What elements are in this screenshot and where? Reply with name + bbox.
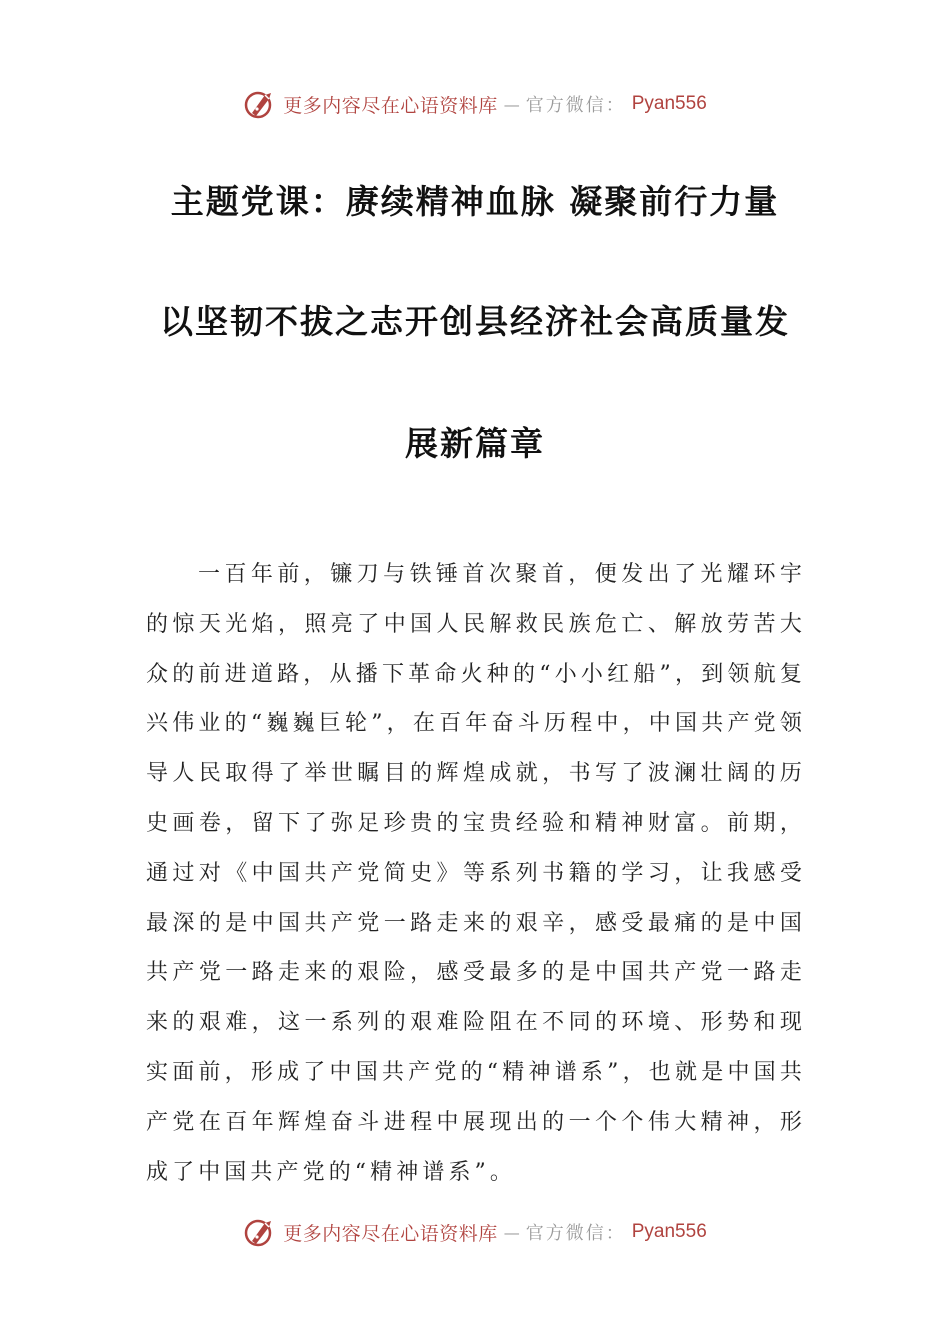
- header-watermark: [0, 84, 950, 124]
- document-title-line-3: 展新篇章: [405, 424, 545, 463]
- watermark-official-label: 官方微信：: [525, 95, 626, 116]
- watermark-official-label: 官方微信：: [525, 1223, 626, 1244]
- footer-watermark: [0, 1212, 950, 1252]
- pen-nib-circle-icon: [243, 87, 277, 121]
- document-title-line-1: 主题党课：赓续精神血脉 凝聚前行力量: [170, 182, 780, 221]
- watermark-text: 更多内容尽在心语资料库: [283, 94, 498, 117]
- watermark-wechat-id: Pyan556: [631, 93, 707, 114]
- watermark-dash: —: [503, 1222, 520, 1242]
- watermark-dash: —: [503, 94, 520, 114]
- document-title-line-2: 以坚韧不拔之志开创县经济社会高质量发: [160, 302, 790, 341]
- pen-nib-circle-icon: [243, 1215, 277, 1249]
- watermark-wechat-id: Pyan556: [631, 1221, 707, 1242]
- body-paragraph: 一百年前，镰刀与铁锤首次聚首，便发出了光耀环宇的惊天光焰，照亮了中国人民解救民族危亡、解放劳苦大众的前进道路，从播下革命火种的“小小红船”，到领航复兴伟业的“巍巍巨轮”，在百年奋斗历程中，中国共产党领导人民取得了举世瞩目的辉煌成就，书写了波澜壮阔的历史画卷，留下了弥足珍贵的宝贵经验和精神财富。前期，通过对《中国共产党简史》等系列书籍的学习，让我感受最深的是中国共产党一路走来的艰辛，感受最痛的是中国共产党一路走来的艰险，感受最多的是中国共产党一路走来的艰难，这一系列的艰难险阻在不同的环境、形势和现实面前，形成了中国共产党的“精神谱系”，也就是中国共产党在百年辉煌奋斗进程中展现出的一个个伟大精神，形成了中国共产党的“精神谱系”。: [146, 562, 806, 1185]
- watermark-text: 更多内容尽在心语资料库: [283, 1222, 498, 1245]
